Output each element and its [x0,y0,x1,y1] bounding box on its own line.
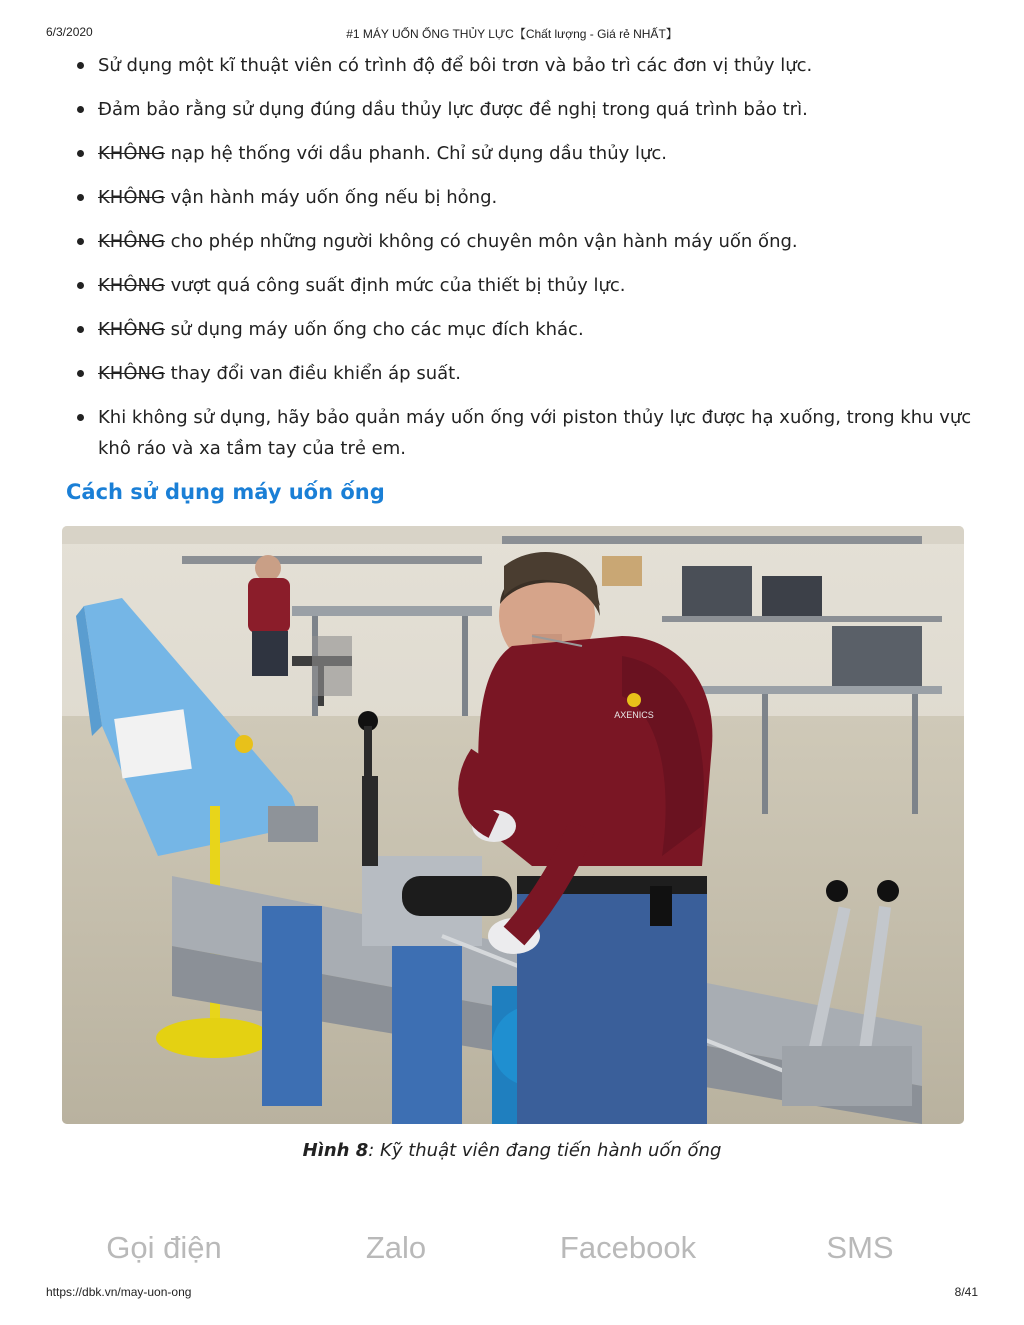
safety-bullet-list [66,50,976,477]
print-page-title: #1 MÁY UỐN ỐNG THỦY LỰC【Chất lượng - Giá rẻ NHẤT】 [346,27,678,41]
sms-button[interactable]: SMS [826,1230,894,1265]
struck-word: KHÔNG [98,143,165,164]
list-item-text: Khi không sử dụng, hãy bảo quản máy uốn ống với piston thủy lực được hạ xuống, trong khu vực khô ráo và xa tầm tay của trẻ em. [98,407,972,459]
list-item-text: vận hành máy uốn ống nếu bị hỏng. [164,187,498,208]
bullet-dot-icon [77,150,84,157]
print-url: https://dbk.vn/may-uon-ong [46,1285,192,1299]
pipe-bending-photo [62,526,964,1124]
list-item [66,402,976,464]
list-item [66,270,976,301]
bullet-dot-icon [77,282,84,289]
bullet-dot-icon [77,238,84,245]
bullet-dot-icon [77,62,84,69]
list-item-text: Sử dụng một kĩ thuật viên có trình độ để bôi trơn và bảo trì các đơn vị thủy lực. [98,55,813,76]
bullet-dot-icon [77,194,84,201]
list-item [66,94,976,125]
list-item [66,138,976,169]
list-item-text: thay đổi van điều khiển áp suất. [164,363,461,384]
list-item [66,358,976,389]
list-item [66,50,976,81]
list-item [66,226,976,257]
list-item [66,314,976,345]
caption-text: : Kỹ thuật viên đang tiến hành uốn ống [368,1140,722,1161]
list-item [66,182,976,213]
caption-label: Hình 8 [302,1140,369,1161]
struck-word: KHÔNG [98,363,165,384]
facebook-button[interactable]: Facebook [559,1230,697,1265]
list-item-text: nạp hệ thống với dầu phanh. Chỉ sử dụng dầu thủy lực. [164,143,668,164]
zalo-button[interactable]: Zalo [365,1230,427,1265]
bullet-dot-icon [77,370,84,377]
bullet-dot-icon [77,326,84,333]
shirt-logo-text: AXENICS [614,710,654,720]
list-item-text: vượt quá công suất định mức của thiết bị thủy lực. [164,275,626,296]
struck-word: KHÔNG [98,231,165,252]
figure-caption [0,1140,1024,1161]
list-item-text: sử dụng máy uốn ống cho các mục đích khác. [164,319,584,340]
bullet-dot-icon [77,414,84,421]
list-item-text: cho phép những người không có chuyên môn vận hành máy uốn ống. [164,231,798,252]
print-page-number: 8/41 [954,1285,978,1299]
print-date: 6/3/2020 [46,25,93,39]
list-item-text: Đảm bảo rằng sử dụng đúng dầu thủy lực được đề nghị trong quá trình bảo trì. [98,99,808,120]
bullet-dot-icon [77,106,84,113]
call-button[interactable]: Gọi điện [106,1230,222,1265]
section-heading: Cách sử dụng máy uốn ống [66,480,385,504]
struck-word: KHÔNG [98,275,165,296]
struck-word: KHÔNG [98,319,165,340]
struck-word: KHÔNG [98,187,165,208]
contact-bar [0,1230,1024,1280]
